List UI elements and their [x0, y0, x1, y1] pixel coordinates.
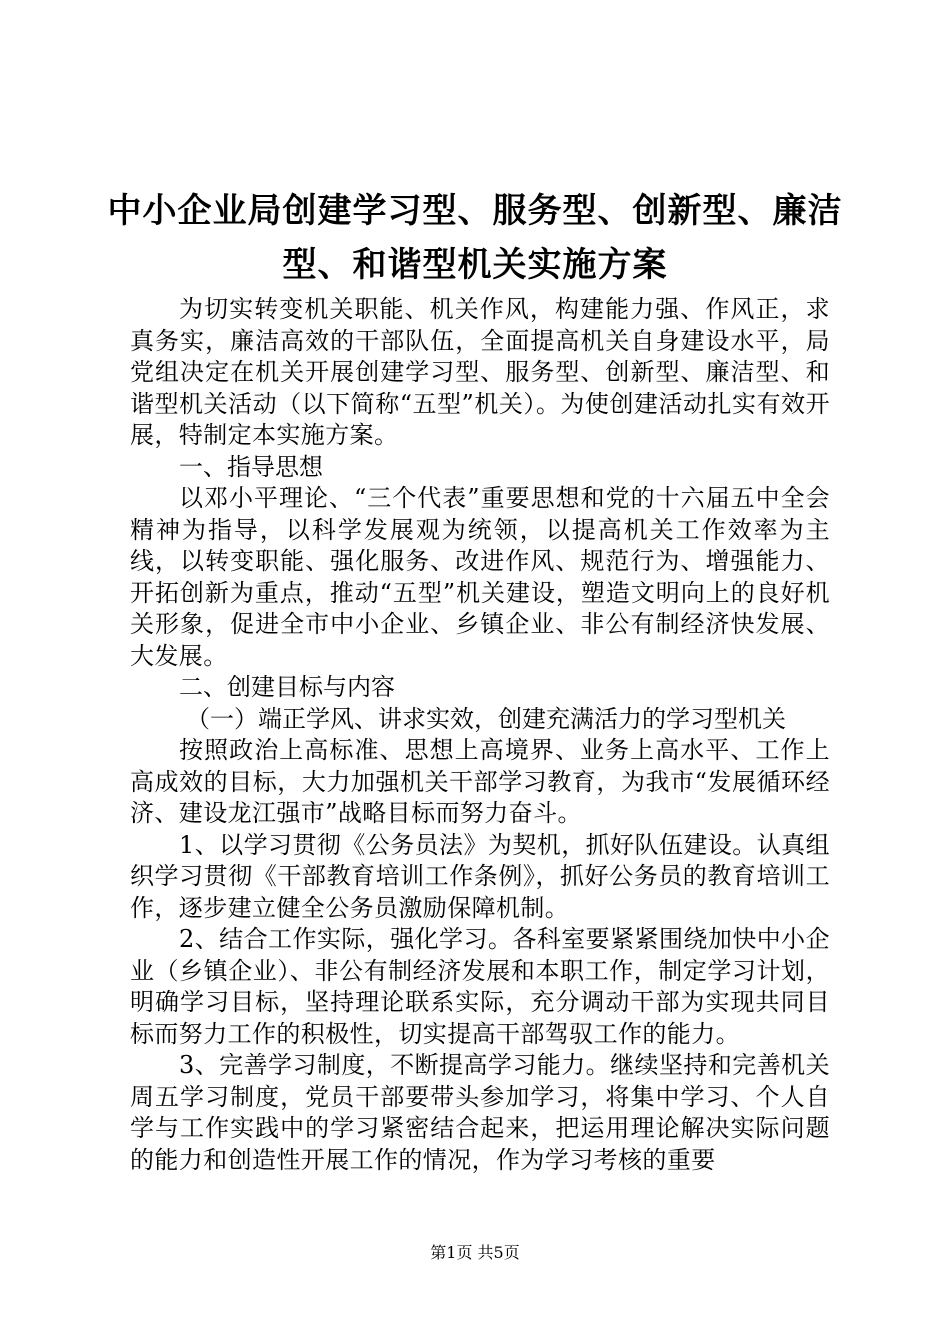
- subsection-heading-learning-organ: （一）端正学风、讲求实效，创建充满活力的学习型机关: [186, 704, 786, 733]
- item-3-paragraph: 3、完善学习制度，不断提高学习能力。继续坚持和完善机关周五学习制度，党员干部要带头参加学习，将集中学习、个人自学与工作实践中的学习紧密结合起来，把运用理论解决实际问题的能力和创造性开展工作的情况，作为学习考核的重要: [130, 1051, 830, 1174]
- item-2-paragraph: 2、结合工作实际，强化学习。各科室要紧紧围绕加快中小企业（乡镇企业）、非公有制经济发展和本职工作，制定学习计划，明确学习目标，坚持理论联系实际，充分调动干部为实现共同目标而努力工作的积极性，切实提高干部驾驭工作的能力。: [130, 925, 830, 1048]
- learning-organ-paragraph: 按照政治上高标准、思想上高境界、业务上高水平、工作上高成效的目标，大力加强机关干部学习教育，为我市“发展循环经济、建设龙江强市”战略目标而努力奋斗。: [130, 736, 830, 827]
- page-footer: 第1页 共5页: [430, 1243, 520, 1262]
- intro-paragraph: 为切实转变机关职能、机关作风，构建能力强、作风正，求真务实，廉洁高效的干部队伍，全面提高机关自身建设水平，局党组决定在机关开展创建学习型、服务型、创新型、廉洁型、和谐型机关活动（以下简称“五型”机关）。为使创建活动扎实有效开展，特制定本实施方案。: [130, 295, 830, 449]
- item-1-paragraph: 1、以学习贯彻《公务员法》为契机，抓好队伍建设。认真组织学习贯彻《干部教育培训工作条例》，抓好公务员的教育培训工作，逐步建立健全公务员激励保障机制。: [130, 830, 830, 922]
- section-heading-guiding-ideology: 一、指导思想: [179, 452, 323, 481]
- document-body: [130, 294, 830, 1176]
- guiding-ideology-paragraph: 以邓小平理论、“三个代表”重要思想和党的十六届五中全会精神为指导，以科学发展观为统领，以提高机关工作效率为主线，以转变职能、强化服务、改进作风、规范行为、增强能力、开拓创新为重点，推动“五型”机关建设，塑造文明向上的良好机关形象，促进全市中小企业、乡镇企业、非公有制经济快发展、大发展。: [130, 484, 830, 670]
- document-title: 中小企业局创建学习型、服务型、创新型、廉洁型、和谐型机关实施方案: [107, 191, 843, 285]
- section-heading-goals-content: 二、创建目标与内容: [179, 673, 395, 701]
